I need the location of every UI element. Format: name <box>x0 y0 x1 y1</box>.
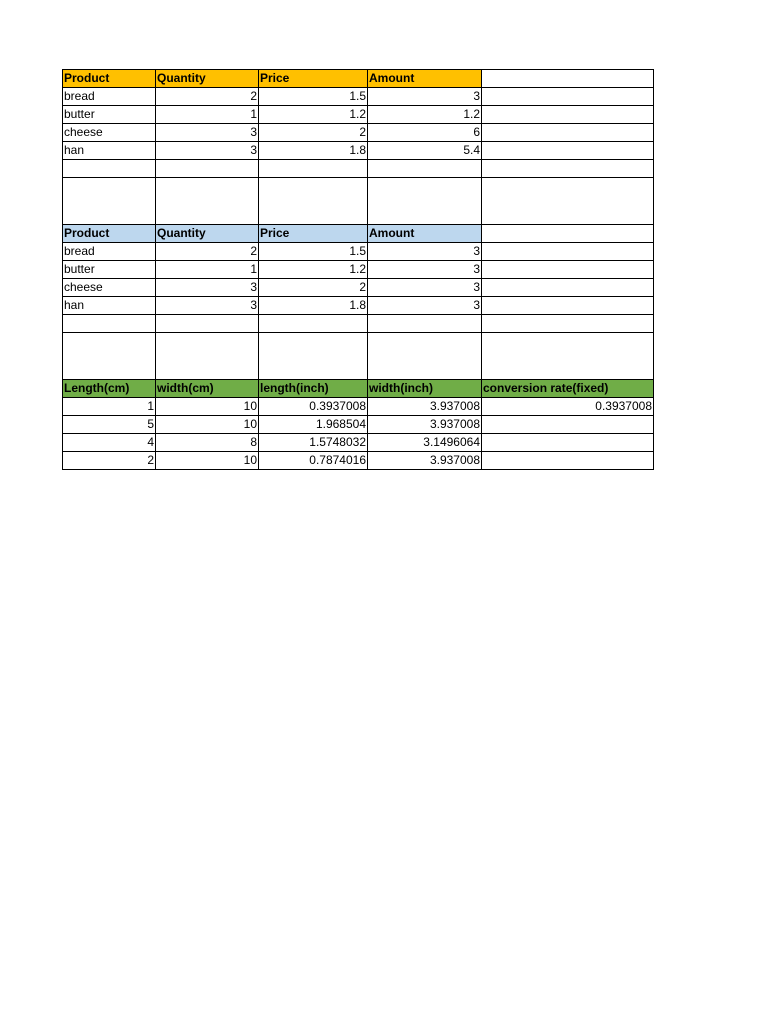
length-cm-cell[interactable]: 5 <box>63 416 156 434</box>
length-inch-cell[interactable]: 1.5748032 <box>259 434 368 452</box>
price-cell[interactable]: 1.8 <box>259 297 368 315</box>
width-inch-cell[interactable]: 3.937008 <box>368 416 482 434</box>
width-cm-cell[interactable]: 10 <box>156 398 259 416</box>
empty-cell[interactable] <box>482 142 654 160</box>
amount-cell[interactable]: 3 <box>368 297 482 315</box>
table1-header-price[interactable]: Price <box>259 70 368 88</box>
table1-header-amount[interactable]: Amount <box>368 70 482 88</box>
empty-cell[interactable] <box>63 178 156 225</box>
conversion-rate-cell[interactable]: 0.3937008 <box>482 398 654 416</box>
empty-cell[interactable] <box>482 315 654 333</box>
empty-cell[interactable] <box>482 279 654 297</box>
empty-row <box>63 333 654 380</box>
empty-cell[interactable] <box>482 178 654 225</box>
product-cell[interactable]: han <box>63 297 156 315</box>
product-cell[interactable]: butter <box>63 261 156 279</box>
length-cm-cell[interactable]: 2 <box>63 452 156 470</box>
empty-cell[interactable] <box>482 243 654 261</box>
table-row <box>63 416 654 434</box>
table3-header-conversion-rate[interactable]: conversion rate(fixed) <box>482 380 654 398</box>
amount-cell[interactable]: 3 <box>368 88 482 106</box>
table-row <box>63 398 654 416</box>
quantity-cell[interactable]: 3 <box>156 279 259 297</box>
quantity-cell[interactable]: 2 <box>156 243 259 261</box>
empty-row <box>63 315 654 333</box>
empty-cell[interactable] <box>482 70 654 88</box>
amount-cell[interactable]: 5.4 <box>368 142 482 160</box>
table3-header-width-inch[interactable]: width(inch) <box>368 380 482 398</box>
quantity-cell[interactable]: 3 <box>156 124 259 142</box>
table2-header-amount[interactable]: Amount <box>368 225 482 243</box>
table1-header-row <box>63 70 654 88</box>
amount-cell[interactable]: 3 <box>368 261 482 279</box>
empty-cell[interactable] <box>156 315 259 333</box>
empty-cell[interactable] <box>63 315 156 333</box>
conversion-rate-cell[interactable] <box>482 452 654 470</box>
empty-cell[interactable] <box>259 333 368 380</box>
empty-cell[interactable] <box>368 333 482 380</box>
empty-row <box>63 160 654 178</box>
price-cell[interactable]: 1.8 <box>259 142 368 160</box>
conversion-rate-cell[interactable] <box>482 416 654 434</box>
table2-header-product[interactable]: Product <box>63 225 156 243</box>
empty-cell[interactable] <box>259 160 368 178</box>
width-cm-cell[interactable]: 8 <box>156 434 259 452</box>
product-cell[interactable]: cheese <box>63 124 156 142</box>
price-cell[interactable]: 1.2 <box>259 106 368 124</box>
table1-header-product[interactable]: Product <box>63 70 156 88</box>
quantity-cell[interactable]: 2 <box>156 88 259 106</box>
width-inch-cell[interactable]: 3.937008 <box>368 398 482 416</box>
price-cell[interactable]: 1.5 <box>259 88 368 106</box>
table-row <box>63 452 654 470</box>
amount-cell[interactable]: 3 <box>368 279 482 297</box>
empty-cell[interactable] <box>368 315 482 333</box>
table3-header-row <box>63 380 654 398</box>
width-inch-cell[interactable]: 3.937008 <box>368 452 482 470</box>
table2-header-price[interactable]: Price <box>259 225 368 243</box>
empty-cell[interactable] <box>482 333 654 380</box>
table1-header-quantity[interactable]: Quantity <box>156 70 259 88</box>
spreadsheet-grid <box>62 69 654 470</box>
width-inch-cell[interactable]: 3.1496064 <box>368 434 482 452</box>
empty-cell[interactable] <box>259 178 368 225</box>
table-row <box>63 124 654 142</box>
empty-cell[interactable] <box>63 333 156 380</box>
empty-cell[interactable] <box>368 178 482 225</box>
quantity-cell[interactable]: 3 <box>156 297 259 315</box>
price-cell[interactable]: 1.5 <box>259 243 368 261</box>
price-cell[interactable]: 1.2 <box>259 261 368 279</box>
empty-cell[interactable] <box>482 225 654 243</box>
empty-cell[interactable] <box>482 88 654 106</box>
quantity-cell[interactable]: 1 <box>156 261 259 279</box>
table3-header-length-cm[interactable]: Length(cm) <box>63 380 156 398</box>
length-cm-cell[interactable]: 4 <box>63 434 156 452</box>
product-cell[interactable]: bread <box>63 243 156 261</box>
length-inch-cell[interactable]: 1.968504 <box>259 416 368 434</box>
empty-cell[interactable] <box>156 333 259 380</box>
empty-cell[interactable] <box>156 178 259 225</box>
table2-header-quantity[interactable]: Quantity <box>156 225 259 243</box>
table-row <box>63 279 654 297</box>
width-cm-cell[interactable]: 10 <box>156 452 259 470</box>
quantity-cell[interactable]: 1 <box>156 106 259 124</box>
table-row <box>63 142 654 160</box>
width-cm-cell[interactable]: 10 <box>156 416 259 434</box>
empty-cell[interactable] <box>368 160 482 178</box>
length-inch-cell[interactable]: 0.3937008 <box>259 398 368 416</box>
table3-header-length-inch[interactable]: length(inch) <box>259 380 368 398</box>
length-inch-cell[interactable]: 0.7874016 <box>259 452 368 470</box>
quantity-cell[interactable]: 3 <box>156 142 259 160</box>
empty-cell[interactable] <box>482 160 654 178</box>
empty-cell[interactable] <box>482 297 654 315</box>
length-cm-cell[interactable]: 1 <box>63 398 156 416</box>
empty-cell[interactable] <box>482 261 654 279</box>
table-row <box>63 297 654 315</box>
table-row <box>63 434 654 452</box>
empty-cell[interactable] <box>482 106 654 124</box>
amount-cell[interactable]: 6 <box>368 124 482 142</box>
amount-cell[interactable]: 1.2 <box>368 106 482 124</box>
price-cell[interactable]: 2 <box>259 124 368 142</box>
table-row <box>63 106 654 124</box>
empty-cell[interactable] <box>482 124 654 142</box>
price-cell[interactable]: 2 <box>259 279 368 297</box>
amount-cell[interactable]: 3 <box>368 243 482 261</box>
empty-row <box>63 178 654 225</box>
table2-header-row <box>63 225 654 243</box>
product-cell[interactable]: cheese <box>63 279 156 297</box>
table-row <box>63 261 654 279</box>
empty-cell[interactable] <box>156 160 259 178</box>
product-cell[interactable]: butter <box>63 106 156 124</box>
table3-header-width-cm[interactable]: width(cm) <box>156 380 259 398</box>
table-row <box>63 243 654 261</box>
product-cell[interactable]: han <box>63 142 156 160</box>
table-row <box>63 88 654 106</box>
conversion-rate-cell[interactable] <box>482 434 654 452</box>
empty-cell[interactable] <box>259 315 368 333</box>
empty-cell[interactable] <box>63 160 156 178</box>
product-cell[interactable]: bread <box>63 88 156 106</box>
